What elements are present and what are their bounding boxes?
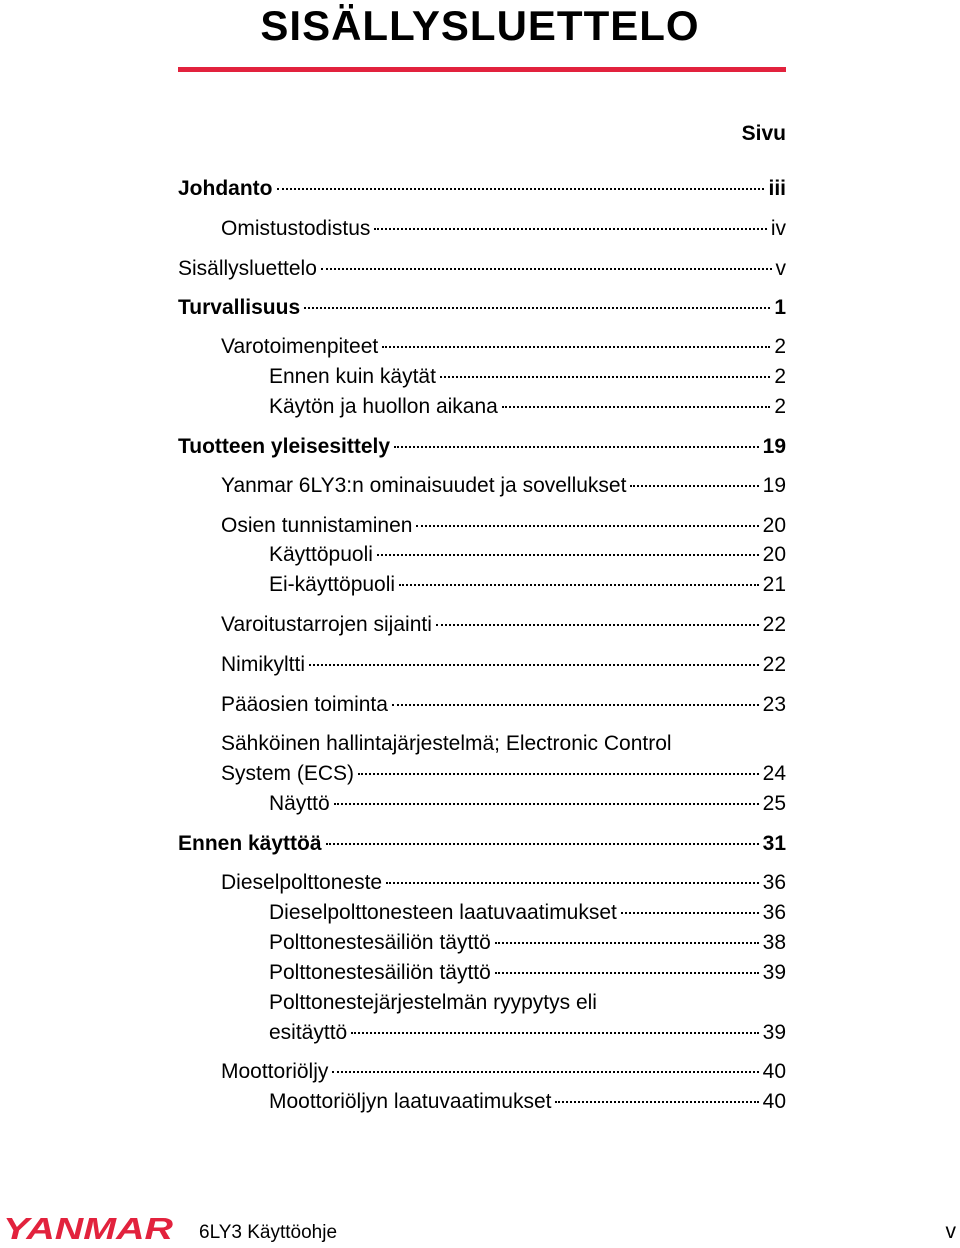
dot-leader <box>304 307 770 309</box>
dot-leader <box>440 376 770 378</box>
toc-entry-page-number: 23 <box>762 693 786 716</box>
toc-entry-page-number: 2 <box>774 395 786 418</box>
dot-leader <box>374 228 766 230</box>
toc-entry[interactable] <box>178 254 786 284</box>
toc-entry-label: Varoitustarrojen sijainti <box>221 613 432 636</box>
toc-entry[interactable] <box>221 650 786 680</box>
dot-leader <box>416 525 758 527</box>
toc-entry[interactable] <box>178 293 786 323</box>
toc-entry-page-number: 19 <box>762 474 786 497</box>
toc-entry-page-number: 21 <box>762 573 786 596</box>
dot-leader <box>326 843 759 845</box>
toc-entry-label: Näyttö <box>269 792 330 815</box>
footer-page-number: v <box>945 1220 956 1243</box>
page-column-label: Sivu <box>741 122 786 145</box>
toc-entry[interactable] <box>269 570 786 600</box>
toc-entry-page-number: 22 <box>762 613 786 636</box>
toc-entry[interactable] <box>221 214 786 244</box>
dot-leader <box>502 406 770 408</box>
toc-entry-label: Dieselpolttonesteen laatuvaatimukset <box>269 901 617 924</box>
dot-leader <box>394 446 759 448</box>
toc-entry[interactable] <box>269 1087 786 1117</box>
toc-entry-label: Varotoimenpiteet <box>221 335 379 358</box>
toc-entry[interactable] <box>269 789 786 819</box>
dot-leader <box>495 942 759 944</box>
toc-entry-page-number: 19 <box>762 435 786 458</box>
toc-entry-page-number: 39 <box>762 1021 786 1044</box>
toc-entry[interactable] <box>269 392 786 422</box>
toc-entry[interactable] <box>269 928 786 958</box>
toc-entry-page-number: 25 <box>762 792 786 815</box>
dot-leader <box>555 1101 758 1103</box>
toc-entry-page-number: iv <box>770 217 786 240</box>
toc-entry-label: Ennen käyttöä <box>178 832 322 855</box>
dot-leader <box>436 624 759 626</box>
dot-leader <box>377 554 759 556</box>
toc-entry-page-number: 20 <box>762 543 786 566</box>
toc-entry-page-number: iii <box>768 177 786 200</box>
toc-entry-label: Moottoriöljy <box>221 1060 329 1083</box>
dot-leader <box>358 773 759 775</box>
toc-entry[interactable] <box>178 432 786 462</box>
dot-leader <box>351 1032 758 1034</box>
toc-entry-label: Polttonestesäiliön täyttö <box>269 961 491 984</box>
toc-entry[interactable] <box>269 362 786 392</box>
dot-leader <box>386 882 759 884</box>
toc-entry-label-line1: Sähköinen hallintajärjestelmä; Electronic Control <box>221 732 672 755</box>
dot-leader <box>332 1071 758 1073</box>
dot-leader <box>334 803 759 805</box>
toc-entry-label: Käyttöpuoli <box>269 543 373 566</box>
dot-leader <box>630 485 758 487</box>
dot-leader <box>621 912 759 914</box>
toc-entry-label: Pääosien toiminta <box>221 693 388 716</box>
toc-entry-label: Polttonestesäiliön täyttö <box>269 931 491 954</box>
footer-document-title: 6LY3 Käyttöohje <box>199 1222 338 1243</box>
toc-entry[interactable] <box>178 174 786 204</box>
toc-entry[interactable] <box>269 898 786 928</box>
toc-entry[interactable] <box>221 511 786 541</box>
toc-entry[interactable] <box>221 759 786 789</box>
toc-entry-label: Osien tunnistaminen <box>221 514 413 537</box>
toc-entry-label: Käytön ja huollon aikana <box>269 395 498 418</box>
toc-entry[interactable] <box>221 471 786 501</box>
toc-entry-label-line1: Polttonestejärjestelmän ryypytys eli <box>269 991 597 1014</box>
toc-entry-page-number: 40 <box>762 1090 786 1113</box>
toc-entry-label: System (ECS) <box>221 762 355 785</box>
toc-entry-label: esitäyttö <box>269 1021 348 1044</box>
toc-entry-label: Yanmar 6LY3:n ominaisuudet ja sovellukset <box>221 474 627 497</box>
toc-entry-page-number: 1 <box>774 296 786 319</box>
dot-leader <box>382 346 770 348</box>
toc-entry-page-number: 22 <box>762 653 786 676</box>
toc-entry-page-number: 36 <box>762 871 786 894</box>
toc-entry-label: Moottoriöljyn laatuvaatimukset <box>269 1090 552 1113</box>
toc-entry-label: Turvallisuus <box>178 296 301 319</box>
toc-entry-page-number: v <box>775 257 786 280</box>
toc-entry[interactable] <box>269 958 786 988</box>
toc-entry-page-number: 20 <box>762 514 786 537</box>
toc-entry-page-number: 2 <box>774 365 786 388</box>
toc-entry[interactable] <box>221 868 786 898</box>
toc-entry-label: Ei-käyttöpuoli <box>269 573 396 596</box>
toc-entry-page-number: 38 <box>762 931 786 954</box>
toc-entry-label: Ennen kuin käytät <box>269 365 436 388</box>
toc-entry-label: Omistustodistus <box>221 217 371 240</box>
toc-entry-label: Sisällysluettelo <box>178 257 317 280</box>
toc-entry-label: Nimikyltti <box>221 653 305 676</box>
yanmar-logo <box>3 1213 179 1248</box>
toc-entry[interactable] <box>221 332 786 362</box>
toc-entry-page-number: 24 <box>762 762 786 785</box>
toc-entry-page-number: 2 <box>774 335 786 358</box>
page-title: SISÄLLYSLUETTELO <box>260 2 700 49</box>
toc-entry-label: Tuotteen yleisesittely <box>178 435 391 458</box>
dot-leader <box>392 704 759 706</box>
dot-leader <box>309 664 759 666</box>
toc-entry-page-number: 40 <box>762 1060 786 1083</box>
toc-entry-page-number: 36 <box>762 901 786 924</box>
toc-entry[interactable] <box>269 540 786 570</box>
toc-entry[interactable] <box>269 1018 786 1048</box>
toc-entry[interactable] <box>221 1057 786 1087</box>
toc-entry-label: Dieselpolttoneste <box>221 871 383 894</box>
toc-entry-page-number: 31 <box>762 832 786 855</box>
dot-leader <box>399 584 759 586</box>
dot-leader <box>495 972 759 974</box>
toc-entry[interactable] <box>221 690 786 720</box>
toc-entry[interactable] <box>221 610 786 640</box>
toc-entry-page-number: 39 <box>762 961 786 984</box>
dot-leader <box>321 268 772 270</box>
svg-text:YANMAR: YANMAR <box>3 1213 174 1243</box>
toc-entry[interactable] <box>178 829 786 859</box>
toc-entry-label: Johdanto <box>178 177 273 200</box>
dot-leader <box>277 188 765 190</box>
